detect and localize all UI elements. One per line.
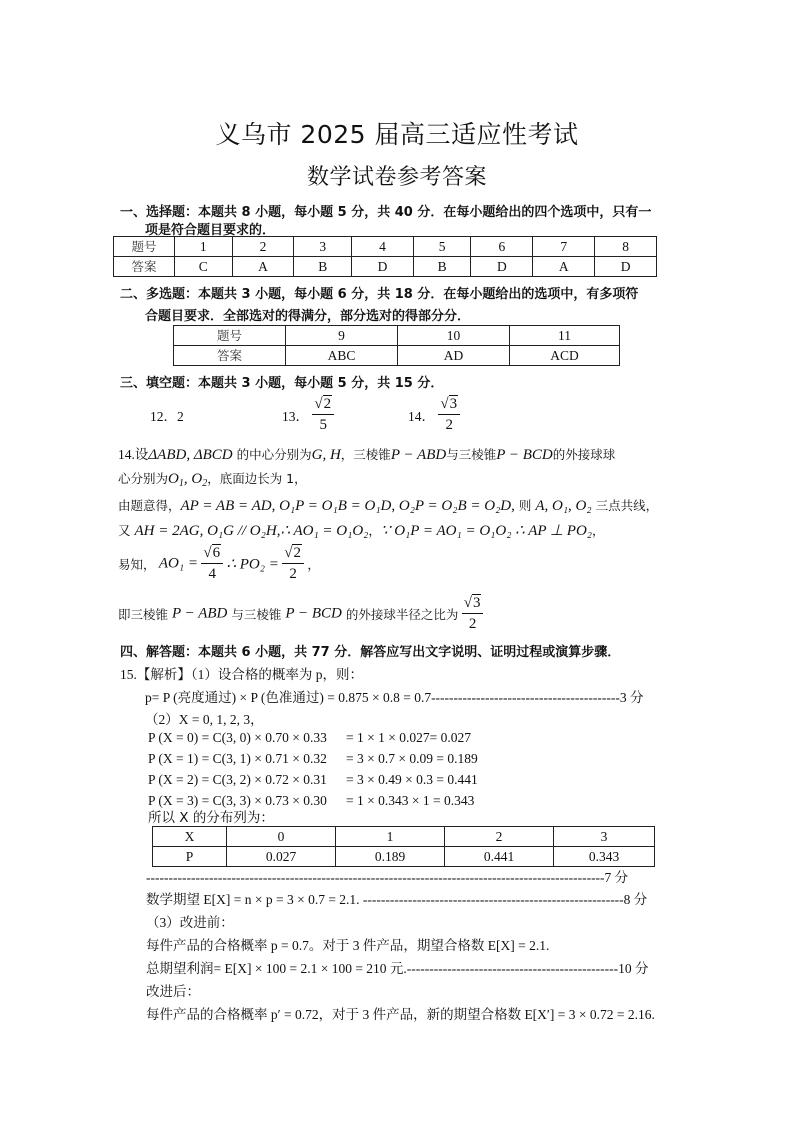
answer-cell: D (595, 257, 657, 277)
answer-cell: AD (398, 346, 510, 366)
p-value: 0.441 (445, 847, 554, 867)
q14-explain-line6: 即三棱锥 P − ABD 与三棱锥 P − BCD 的外接球半径之比为 $\frac{√3}{2}$ (118, 596, 483, 632)
fill-answer-14 (408, 397, 460, 433)
dist-intro: 所以 X 的分布列为： (148, 810, 274, 826)
table-row-answers (174, 346, 620, 366)
prob-row (148, 772, 478, 788)
prob-lhs: P (X = 2) = C(3, 2) × 0.72 × 0.31 (148, 772, 327, 787)
question-number: 10 (398, 326, 510, 346)
p-value: 0.189 (336, 847, 445, 867)
table-row-questions (174, 326, 620, 346)
p-label: P (153, 847, 227, 867)
before-line: 每件产品的合格概率 p = 0.7。对于 3 件产品，期望合格数 E[X] = 2.1. (146, 938, 550, 953)
table-row-questions (114, 237, 657, 257)
denominator: 2 (445, 417, 453, 433)
sqrt-sign: √ (440, 396, 449, 412)
answer-cell: B (294, 257, 352, 277)
section3-heading: 三、填空题：本题共 3 小题，每小题 5 分，共 15 分． (120, 376, 444, 391)
prob-lhs: P (X = 3) = C(3, 3) × 0.73 × 0.30 (148, 793, 327, 808)
x-value: 3 (554, 827, 655, 847)
answer-label: 13． (282, 409, 309, 424)
section1-heading-line2: 项是符合题目要求的． (145, 223, 276, 238)
radicand: 3 (449, 396, 458, 412)
x-value: 1 (336, 827, 445, 847)
fraction: $\frac{√6}{4}$ (201, 546, 223, 582)
x-value: 0 (227, 827, 336, 847)
fill-answer-13 (282, 397, 334, 433)
section2-answer-table (173, 325, 620, 366)
prob-rhs: = 1 × 1 × 0.027= 0.027 (346, 730, 471, 745)
after-line: 每件产品的合格概率 p′ = 0.72，对于 3 件产品，新的期望合格数 E[X′] = 3 × 0.72 = 2.16. (146, 1007, 655, 1022)
prob-row (148, 730, 471, 746)
answer-value: 2 (177, 409, 184, 424)
section1-answer-table (113, 236, 657, 277)
prob-rhs: = 3 × 0.7 × 0.09 = 0.189 (346, 751, 478, 766)
table-row-answers (114, 257, 657, 277)
expectation-line: 数学期望 E[X] = n × p = 3 × 0.7 = 2.1. ----------------------------------------------------------8 分 (146, 892, 648, 907)
q14-explain-line1: 14.设ΔABD, ΔBCD 的中心分别为G, H，三棱锥P − ABD与三棱锥P − BCD的外接球球 (118, 447, 616, 463)
answer-label: 12． (150, 409, 177, 424)
q14-explain-line4: 又 AH = 2AG, O₁G // O₂H,∴ AO₁ = O₁O₂，∵ O₁P = AO₁ = O₁O₂ ∴ AP ⊥ PO₂， (118, 523, 605, 539)
radicand: 2 (323, 396, 332, 412)
distribution-table (152, 826, 655, 867)
prob-row (148, 751, 478, 767)
fraction (438, 397, 460, 433)
fraction: $\frac{√2}{2}$ (282, 546, 304, 582)
row-label-question: 题号 (114, 237, 175, 257)
question-number: 3 (294, 237, 352, 257)
question-number: 7 (533, 237, 595, 257)
prob-rhs: = 3 × 0.49 × 0.3 = 0.441 (346, 772, 478, 787)
row-label-answer: 答案 (114, 257, 175, 277)
answer-cell: C (175, 257, 233, 277)
question-number: 5 (413, 237, 471, 257)
question-number: 6 (471, 237, 533, 257)
fraction (312, 397, 334, 433)
row-label-answer: 答案 (174, 346, 286, 366)
fraction: $\frac{√3}{2}$ (462, 596, 484, 632)
answer-cell: D (352, 257, 414, 277)
p-value: 0.027 (227, 847, 336, 867)
question-number: 9 (286, 326, 398, 346)
q15-intro: 15.【解析】（1）设合格的概率为 p，则： (120, 667, 363, 682)
answer-cell: ABC (286, 346, 398, 366)
q15-part3: （3）改进前： (146, 915, 234, 930)
answer-cell: ACD (510, 346, 620, 366)
score-7: ------------------------------------------------------------------------------------------------------7 分 (146, 870, 629, 885)
section2-heading-line2: 合题目要求．全部选对的得满分，部分选对的得部分分． (145, 309, 471, 324)
question-number: 1 (175, 237, 233, 257)
q14-explain-line3: 由题意得，AP = AB = AD, O₁P = O₁B = O₁D, O₂P = O₂B = O₂D, 则 A, O₁, O₂ 三点共线， (118, 498, 659, 514)
answer-cell: A (232, 257, 294, 277)
answer-cell: D (471, 257, 533, 277)
document-subtitle: 数学试卷参考答案 (306, 165, 487, 190)
after-label: 改进后： (146, 984, 200, 999)
q15-part2: （2）X = 0, 1, 2, 3， (145, 712, 264, 727)
answer-cell: A (533, 257, 595, 277)
denominator: 5 (319, 417, 327, 433)
answer-cell: B (413, 257, 471, 277)
p-value: 0.343 (554, 847, 655, 867)
prob-lhs: P (X = 1) = C(3, 1) × 0.71 × 0.32 (148, 751, 327, 766)
prob-lhs: P (X = 0) = C(3, 0) × 0.70 × 0.33 (148, 730, 327, 745)
table-row-x (153, 827, 655, 847)
section4-heading: 四、解答题：本题共 6 小题，共 77 分．解答应写出文字说明、证明过程或演算步骤． (120, 645, 621, 660)
answer-label: 14． (408, 409, 435, 424)
section1-heading-line1: 一、选择题：本题共 8 小题，每小题 5 分，共 40 分．在每小题给出的四个选项中，只有一 (120, 205, 652, 220)
table-row-p (153, 847, 655, 867)
q14-explain-line2: 心分别为$O_1$, $O_2$，底面边长为 1， (118, 471, 307, 489)
prob-rhs: = 1 × 0.343 × 1 = 0.343 (346, 793, 475, 808)
o1-o2: $O_1$, $O_2$ (168, 471, 208, 489)
sqrt-sign: √ (314, 396, 323, 412)
question-number: 11 (510, 326, 620, 346)
q14-explain-line5: 易知， AO₁ = $\frac{√6}{4}$ ∴ PO₂ = $\frac{√2}{2}$ ， (118, 545, 320, 582)
question-number: 8 (595, 237, 657, 257)
fill-answer-12 (150, 405, 184, 425)
x-label: X (153, 827, 227, 847)
profit-line: 总期望利润= E[X] × 100 = 2.1 × 100 = 210 元.-----------------------------------------------10 分 (146, 961, 649, 976)
question-number: 4 (352, 237, 414, 257)
question-number: 2 (232, 237, 294, 257)
x-value: 2 (445, 827, 554, 847)
section2-heading-line1: 二、多选题：本题共 3 小题，每小题 6 分，共 18 分．在每小题给出的选项中，有多项符 (120, 287, 639, 302)
row-label-question: 题号 (174, 326, 286, 346)
document-title: 义乌市 2025 届高三适应性考试 (215, 120, 579, 149)
q15-p-line: p= P (亮度通过) × P (色准通过) = 0.875 × 0.8 = 0.7------------------------------------------3 分 (145, 690, 644, 705)
